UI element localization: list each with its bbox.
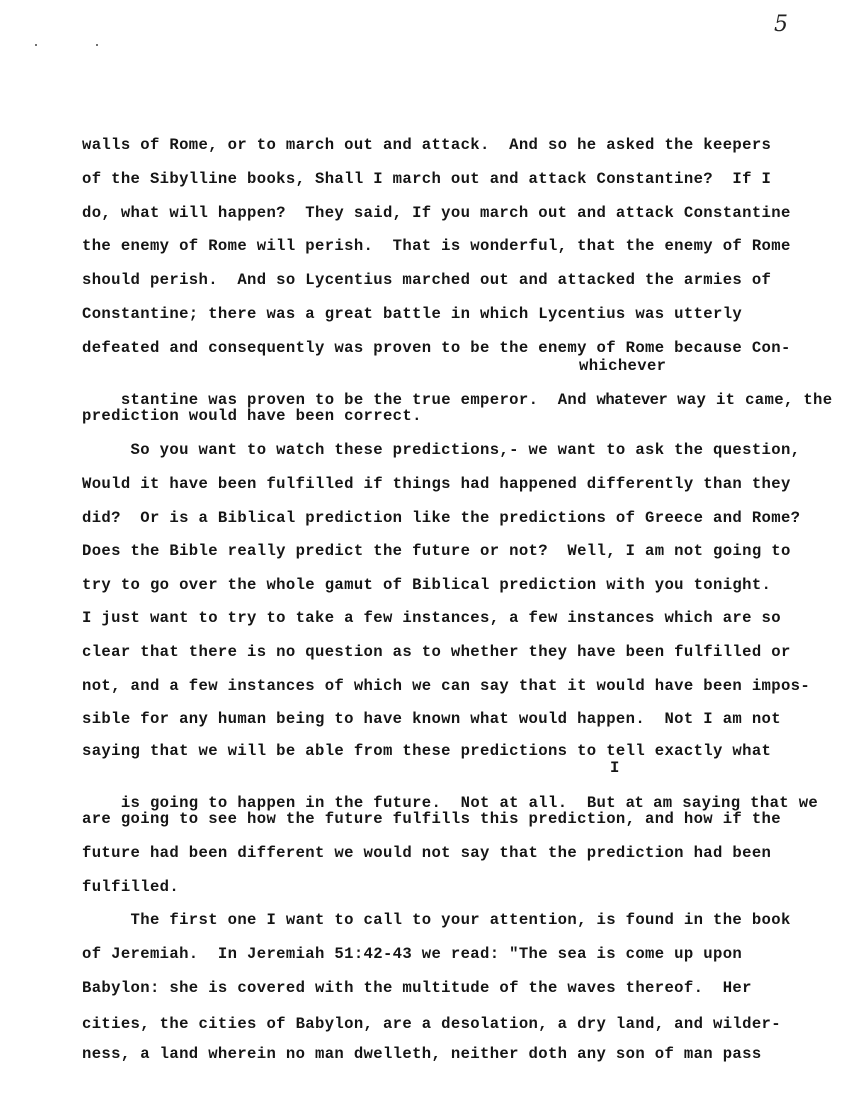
text-line: did? Or is a Biblical prediction like the predictions of Greece and Rome? — [82, 509, 801, 527]
text-line: are going to see how the future fulfills this prediction, and how if the — [82, 810, 781, 828]
text-segment: stantine was proven to be the true emperor. And — [120, 391, 597, 409]
text-line: cities, the cities of Babylon, are a desolation, a dry land, and wilder- — [82, 1015, 781, 1033]
text-line: So you want to watch these predictions,- we want to ask the question, — [82, 441, 801, 459]
text-line: of Jeremiah. In Jeremiah 51:42-43 we read: "The sea is come up upon — [82, 945, 743, 963]
text-line: not, and a few instances of which we can say that it would have been impos- — [82, 677, 811, 695]
page-number: 5 — [774, 12, 788, 37]
paper-speck — [35, 44, 37, 46]
text-line: Constantine; there was a great battle in which Lycentius was utterly — [82, 305, 743, 323]
text-line: Babylon: she is covered with the multitude of the waves thereof. Her — [82, 979, 752, 997]
text-line: prediction would have been correct. — [82, 407, 422, 425]
handwritten-insertion-I: I — [610, 759, 620, 777]
text-line: defeated and consequently was proven to be the enemy of Rome because Con- — [82, 339, 791, 357]
text-segment: am saying that we — [643, 794, 819, 812]
handwritten-insertion-whichever: whichever — [579, 357, 667, 375]
text-line: I just want to try to take a few instances, a few instances which are so — [82, 609, 781, 627]
text-line: ness, a land wherein no man dwelleth, neither doth any son of man pass — [82, 1045, 762, 1063]
struck-word: at — [625, 794, 644, 812]
text-line: do, what will happen? They said, If you march out and attack Constantine — [82, 204, 791, 222]
text-line: future had been different we would not say that the prediction had been — [82, 844, 772, 862]
text-line: Does the Bible really predict the future or not? Well, I am not going to — [82, 542, 791, 560]
text-line: try to go over the whole gamut of Biblical prediction with you tonight. — [82, 576, 772, 594]
text-line: clear that there is no question as to whether they have been fulfilled or — [82, 643, 791, 661]
text-line: should perish. And so Lycentius marched out and attacked the armies of — [82, 271, 772, 289]
text-line: the enemy of Rome will perish. That is wonderful, that the enemy of Rome — [82, 237, 791, 255]
text-segment: is going to happen in the future. Not at all. But — [120, 794, 626, 812]
text-line: walls of Rome, or to march out and attack. And so he asked the keepers — [82, 136, 772, 154]
text-line: sible for any human being to have known what would happen. Not I am not — [82, 710, 781, 728]
text-line: The first one I want to call to your attention, is found in the book — [82, 911, 791, 929]
text-line: fulfilled. — [82, 878, 180, 896]
text-line: Would it have been fulfilled if things had happened differently than they — [82, 475, 791, 493]
struck-word: whatever — [596, 391, 668, 409]
text-line: saying that we will be able from these predictions to tell exactly what — [82, 742, 772, 760]
text-segment: way it came, the — [667, 391, 833, 409]
text-line: of the Sibylline books, Shall I march out and attack Constantine? If I — [82, 170, 772, 188]
paper-speck — [96, 44, 98, 46]
